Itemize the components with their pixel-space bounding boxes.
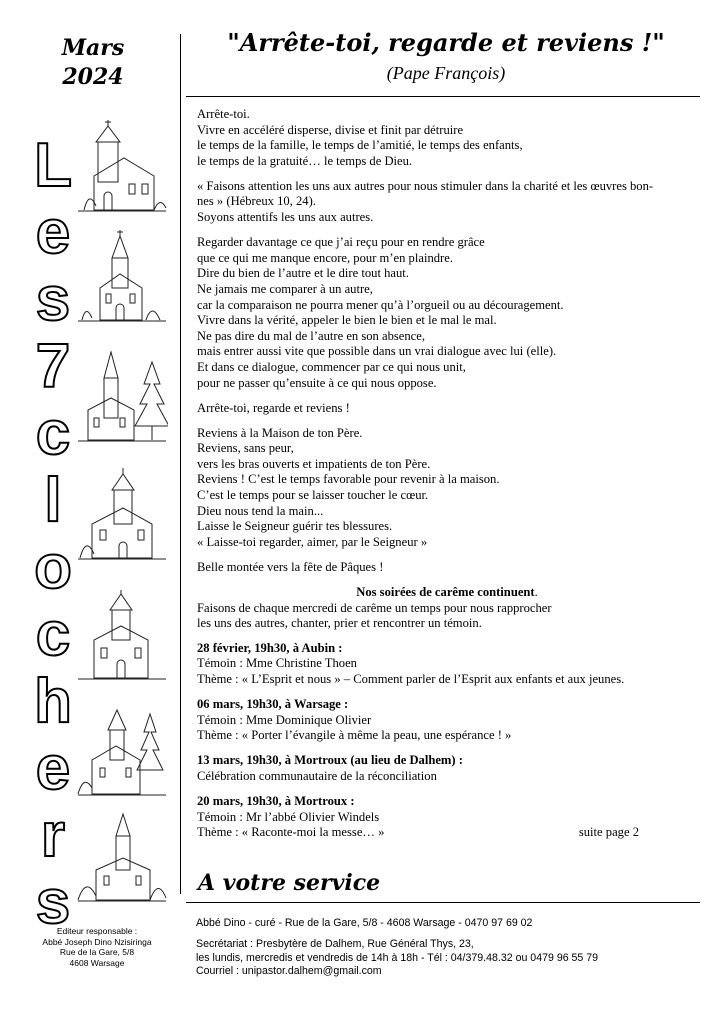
title-letter: c	[35, 399, 71, 468]
title-letter: c	[35, 600, 71, 669]
lent-heading-punct: .	[534, 585, 538, 600]
vertical-title	[30, 132, 76, 936]
event-line: Thème : « Raconte-moi la messe… »	[197, 825, 385, 840]
text-line: Laisse le Seigneur guérir tes blessures.	[197, 519, 393, 534]
lent-section	[197, 585, 697, 632]
church-sketch-4	[74, 468, 168, 564]
header-divider	[186, 96, 700, 97]
secretariat-email[interactable]: Courriel : unipastor.dalhem@gmail.com	[196, 964, 382, 977]
secretariat-line: les lundis, mercredis et vendredis de 14h à 18h - Tél : 04/379.48.32 ou 0479 96 55 79	[196, 951, 599, 964]
editor-line: Editeur responsable :	[56, 926, 138, 936]
text-line: Faisons de chaque mercredi de carême un temps pour nous rapprocher	[197, 600, 552, 615]
text-line: « Laisse-toi regarder, aimer, par le Seigneur »	[197, 534, 428, 549]
text-line: Belle montée vers la fête de Pâques !	[197, 559, 384, 574]
page-title: "Arrête-toi, regarde et reviens !"	[227, 28, 665, 57]
text-line: le temps de la gratuité… le temps de Dieu.	[197, 153, 413, 168]
issue-month: Mars	[61, 35, 125, 61]
service-divider	[186, 902, 700, 903]
event-date: 06 mars, 19h30, à Warsage :	[197, 697, 349, 712]
paragraph-6	[197, 560, 697, 576]
church-sketch-1	[74, 118, 168, 214]
title-letter: 7	[35, 332, 71, 401]
secretariat-line: Secrétariat : Presbytère de Dalhem, Rue Général Thys, 23,	[196, 938, 474, 951]
text-line: Reviens à la Maison de ton Père.	[197, 425, 363, 440]
event-line: Témoin : Mme Christine Thoen	[197, 656, 357, 671]
issue-date	[40, 34, 146, 92]
church-sketch-7	[74, 812, 168, 908]
title-letter: r	[40, 801, 66, 870]
text-line: Dire du bien de l’autre et le dire tout haut.	[197, 266, 409, 281]
text-line: mais entrer aussi vite que possible dans un vrai dialogue avec lui (elle).	[197, 344, 557, 359]
event-line: Thème : « Porter l’évangile à même la peau, une espérance ! »	[197, 728, 512, 743]
event-line: Célébration communautaire de la réconciliation	[197, 768, 437, 783]
title-letter: o	[34, 533, 72, 602]
text-line: Arrête-toi.	[197, 107, 250, 121]
paragraph-3	[197, 235, 697, 391]
event-2	[197, 697, 697, 744]
title-letter: s	[35, 868, 71, 937]
text-line: pour ne passer qu’ensuite à ce qui nous oppose.	[197, 375, 437, 390]
event-line: Témoin : Mr l’abbé Olivier Windels	[197, 809, 380, 824]
vertical-divider	[180, 34, 181, 894]
text-line: Ne jamais me comparer à un autre,	[197, 281, 373, 296]
lent-heading	[197, 585, 697, 601]
continued-note: suite page 2	[578, 825, 639, 840]
text-line: car la comparaison ne pourra mener qu’à l’orgueil ou au découragement.	[197, 297, 564, 312]
issue-year: 2024	[62, 64, 124, 90]
sidebar	[0, 0, 180, 1023]
event-date: 13 mars, 19h30, à Mortroux (au lieu de Dalhem) :	[197, 753, 463, 768]
text-line: Dieu nous tend la main...	[197, 503, 324, 518]
title-letter: s	[35, 265, 71, 334]
event-3	[197, 753, 697, 784]
lent-heading-text: Nos soirées de carême continuent	[356, 585, 535, 600]
title-letter: e	[35, 734, 71, 803]
text-line: Soyons attentifs les uns aux autres.	[197, 210, 374, 225]
text-line: que ce qui me manque encore, pour m’en plaindre.	[197, 250, 453, 265]
main-text	[197, 107, 697, 850]
title-letter: l	[44, 466, 62, 535]
title-letter: h	[34, 667, 72, 736]
text-line: nes » (Hébreux 10, 24).	[197, 194, 316, 209]
paragraph-2	[197, 179, 697, 226]
church-sketch-2	[74, 230, 168, 326]
church-sketch-5	[74, 590, 168, 686]
paragraph-5	[197, 426, 697, 551]
event-last-line	[197, 825, 697, 841]
text-line: Ne pas dire du mal de l’autre en son absence,	[197, 328, 425, 343]
paragraph-4	[197, 401, 697, 417]
editor-line: 4608 Warsage	[69, 957, 125, 968]
text-line: Et dans ce dialogue, commencer par ce qui nous unit,	[197, 359, 466, 374]
service-title: A votre service	[198, 870, 381, 896]
editor-info	[22, 926, 172, 968]
text-line: Reviens ! C’est le temps favorable pour revenir à la maison.	[197, 472, 500, 487]
page-subtitle: (Pape François)	[386, 63, 506, 83]
text-line: Vivre en accéléré disperse, divise et finit par détruire	[197, 122, 464, 137]
text-line: Regarder davantage ce que j’ai reçu pour en rendre grâce	[197, 235, 485, 250]
priest-contact: Abbé Dino - curé - Rue de la Gare, 5/8 - 4608 Warsage - 0470 97 69 02	[196, 917, 533, 929]
text-line: « Faisons attention les uns aux autres pour nous stimuler dans la charité et les œuvres bon-	[197, 178, 654, 193]
text-line: Vivre dans la vérité, appeler le bien le bien et le mal le mal.	[197, 313, 497, 328]
text-line: Arrête-toi, regarde et reviens !	[197, 400, 350, 415]
text-line: C’est le temps pour se laisser toucher le cœur.	[197, 488, 429, 503]
text-line: Reviens, sans peur,	[197, 441, 294, 456]
event-4	[197, 794, 697, 841]
paragraph-1	[197, 107, 697, 169]
event-date: 28 février, 19h30, à Aubin :	[197, 640, 343, 655]
event-line: Thème : « L’Esprit et nous » – Comment parler de l’Esprit aux enfants et aux jeunes.	[197, 672, 625, 686]
event-date: 20 mars, 19h30, à Mortroux :	[197, 794, 355, 809]
event-line: Témoin : Mme Dominique Olivier	[197, 712, 372, 727]
church-sketch-3	[74, 348, 168, 444]
event-1	[197, 641, 697, 688]
title-letter: L	[34, 131, 72, 200]
text-line: vers les bras ouverts et impatients de ton Père.	[197, 456, 431, 471]
editor-line: Rue de la Gare, 5/8	[59, 947, 135, 957]
text-line: les uns des autres, chanter, prier et rencontrer un témoin.	[197, 616, 482, 631]
editor-line: Abbé Joseph Dino Nzisiringa	[42, 936, 152, 947]
service-info	[196, 917, 706, 978]
title-letter: e	[35, 198, 71, 267]
church-sketch-6	[74, 704, 168, 800]
text-line: le temps de la famille, le temps de l’amitié, le temps des enfants,	[197, 138, 523, 153]
